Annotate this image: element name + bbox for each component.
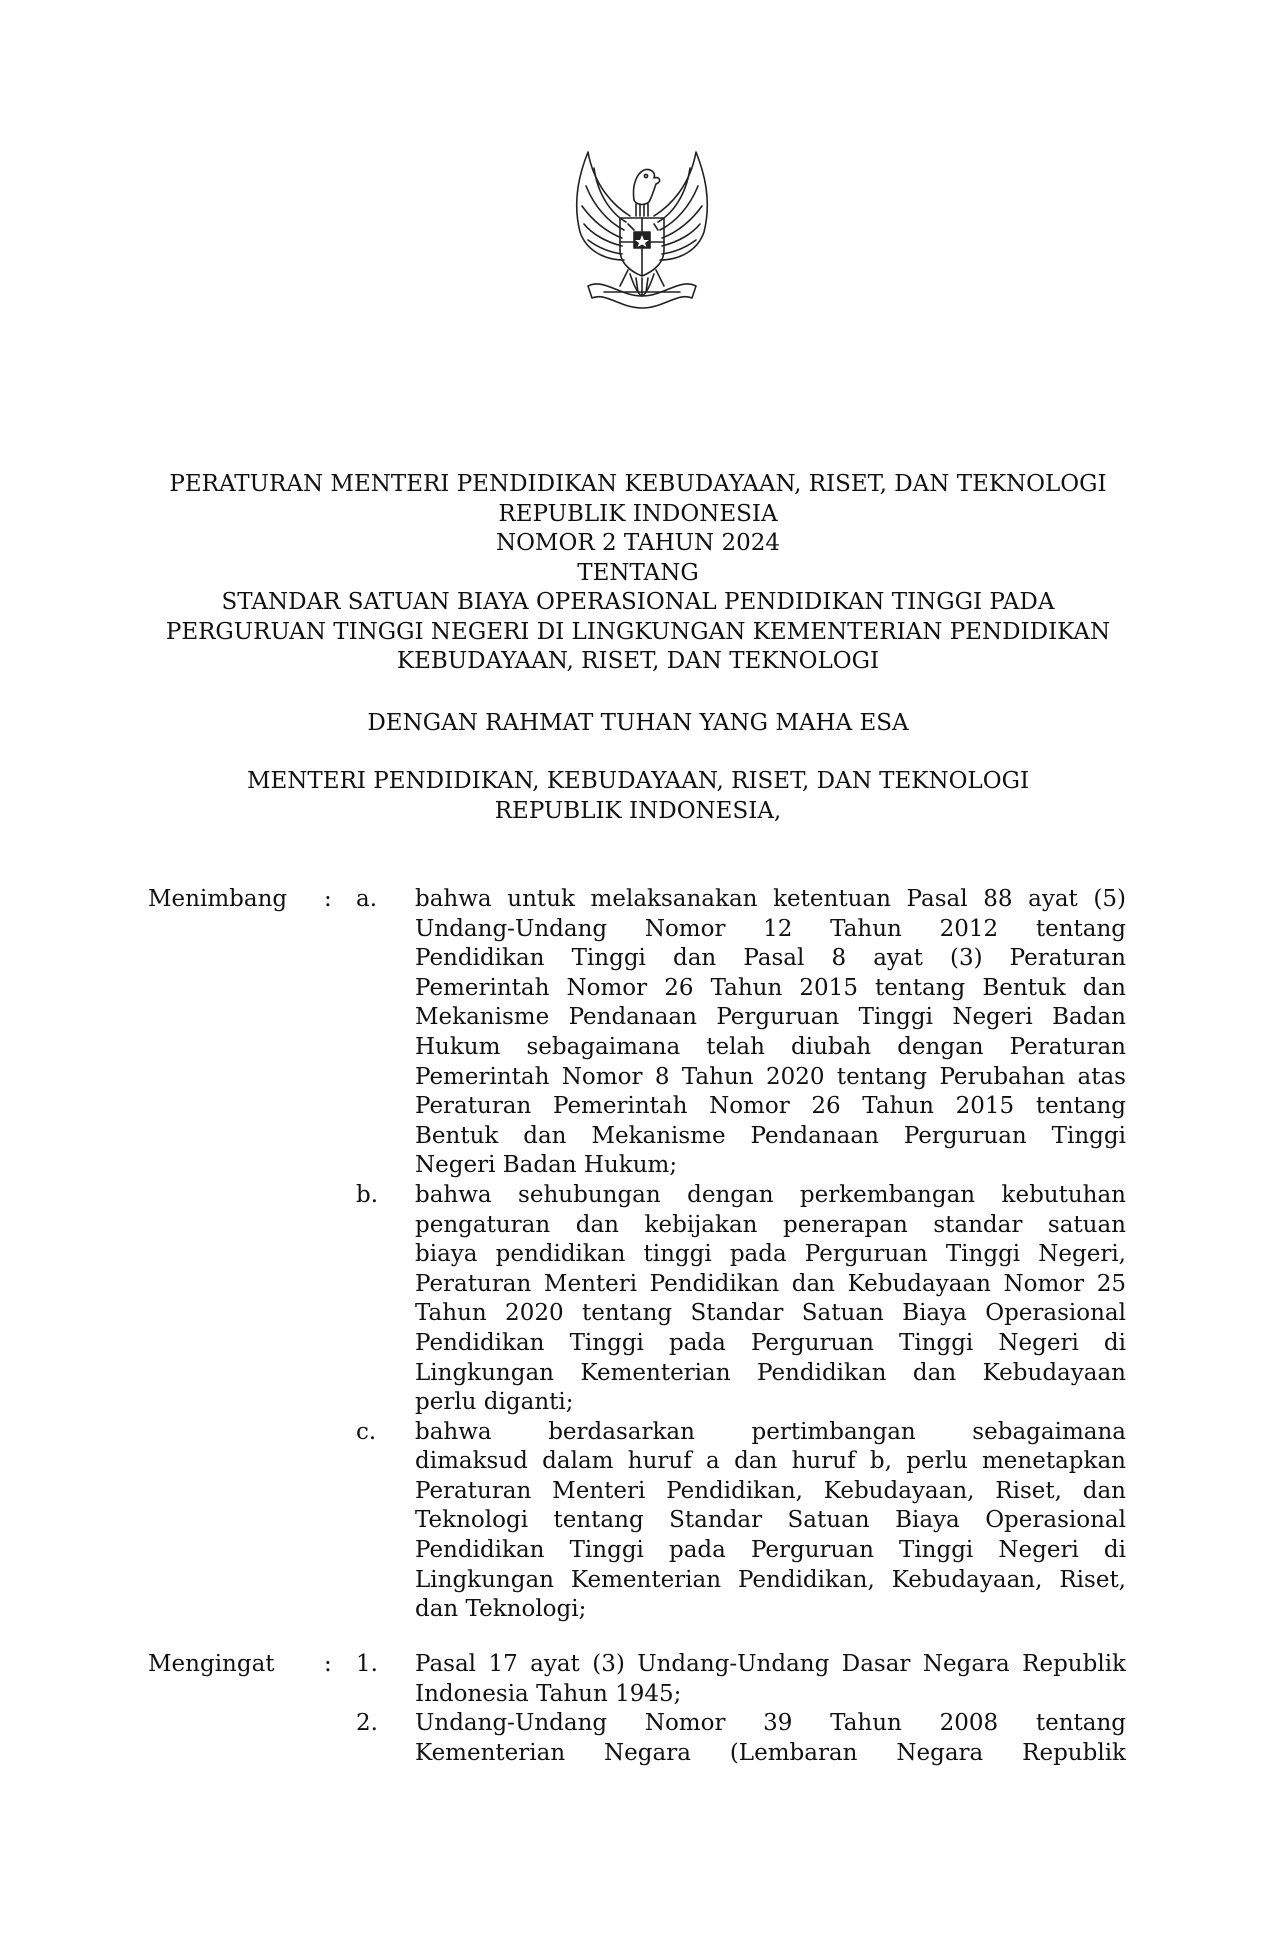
item-text [415, 1650, 1126, 1709]
text-line: Pasal 17 ayat (3) Undang-Undang Dasar Negara Republik [415, 1651, 1126, 1677]
text-line: Peraturan Pemerintah Nomor 26 Tahun 2015 tentang [415, 1093, 1126, 1120]
text-line: Undang-Undang Nomor 39 Tahun 2008 tentang [415, 1710, 1126, 1737]
item-text [415, 1181, 1126, 1418]
item-marker: b. [356, 1181, 379, 1208]
text-line: Pendidikan Tinggi pada Perguruan Tinggi Negeri di [415, 1537, 1126, 1564]
text-line: bahwa berdasarkan pertimbangan sebagaimana [415, 1418, 1126, 1445]
text-line: Pemerintah Nomor 26 Tahun 2015 tentang Bentuk dan [415, 974, 1126, 1001]
item-marker: c. [356, 1418, 377, 1445]
minister-heading [100, 767, 1176, 826]
title-line: KEBUDAYAAN, RISET, DAN TEKNOLOGI [396, 648, 880, 674]
legal-basis-item-2 [148, 1709, 1128, 1768]
regulation-title [100, 470, 1176, 677]
text-line: Kementerian Negara (Lembaran Negara Republik [415, 1739, 1126, 1766]
text-line: Peraturan Menteri Pendidikan dan Kebudayaan Nomor 25 [415, 1270, 1126, 1297]
section-label: Mengingat [148, 1651, 275, 1677]
item-marker: a. [356, 886, 378, 912]
title-line: STANDAR SATUAN BIAYA OPERASIONAL PENDIDIKAN TINGGI PADA [221, 589, 1055, 615]
text-line: Mekanisme Pendanaan Perguruan Tinggi Negeri Badan [415, 1004, 1126, 1031]
text-line: bahwa untuk melaksanakan ketentuan Pasal 88 ayat (5) [415, 886, 1126, 912]
title-line: REPUBLIK INDONESIA [498, 500, 778, 527]
text-line: Pemerintah Nomor 8 Tahun 2020 tentang Perubahan atas [415, 1063, 1126, 1090]
consideration-item-c [148, 1418, 1128, 1625]
item-marker: 2. [356, 1710, 378, 1737]
mengingat-section [148, 1650, 1128, 1768]
text-line: Undang-Undang Nomor 12 Tahun 2012 tentang [415, 915, 1126, 942]
minister-line: MENTERI PENDIDIKAN, KEBUDAYAAN, RISET, DAN TEKNOLOGI [246, 768, 1030, 794]
title-line: PERATURAN MENTERI PENDIDIKAN KEBUDAYAAN, RISET, DAN TEKNOLOGI [169, 471, 1107, 497]
item-text [415, 1709, 1126, 1768]
title-line: PERGURUAN TINGGI NEGERI DI LINGKUNGAN KEMENTERIAN PENDIDIKAN [165, 618, 1111, 645]
text-line: biaya pendidikan tinggi pada Perguruan Tinggi Negeri, [415, 1241, 1126, 1268]
section-colon: : [324, 886, 332, 912]
item-text [415, 885, 1126, 1181]
section-label: Menimbang [148, 886, 288, 912]
title-line: TENTANG [577, 559, 699, 586]
text-line: Hukum sebagaimana telah diubah dengan Peraturan [415, 1033, 1126, 1060]
text-line: Teknologi tentang Standar Satuan Biaya Operasional [415, 1507, 1126, 1534]
text-line: Pendidikan Tinggi pada Perguruan Tinggi Negeri di [415, 1329, 1126, 1356]
minister-line: REPUBLIK INDONESIA, [494, 797, 782, 824]
text-line: Pendidikan Tinggi dan Pasal 8 ayat (3) Peraturan [415, 945, 1126, 972]
text-line: Negeri Badan Hukum; [415, 1152, 678, 1179]
text-line: Tahun 2020 tentang Standar Satuan Biaya Operasional [415, 1300, 1126, 1327]
text-line: Lingkungan Kementerian Pendidikan dan Kebudayaan [415, 1359, 1126, 1386]
text-line: Lingkungan Kementerian Pendidikan, Kebudayaan, Riset, [415, 1566, 1126, 1593]
text-line: perlu diganti; [415, 1389, 574, 1416]
consideration-item-b [148, 1181, 1128, 1418]
blessing-line [100, 709, 1176, 739]
text-line: Peraturan Menteri Pendidikan, Kebudayaan, Riset, dan [415, 1477, 1126, 1504]
section-colon: : [324, 1651, 332, 1677]
menimbang-section [148, 885, 1128, 1625]
text-line: bahwa sehubungan dengan perkembangan kebutuhan [415, 1181, 1126, 1208]
item-marker: 1. [356, 1651, 378, 1677]
text-line: dimaksud dalam huruf a dan huruf b, perlu menetapkan [415, 1448, 1126, 1475]
item-text [415, 1418, 1126, 1625]
text-line: dan Teknologi; [415, 1596, 587, 1623]
blessing-text: DENGAN RAHMAT TUHAN YANG MAHA ESA [367, 710, 909, 736]
text-line: pengaturan dan kebijakan penerapan standar satuan [415, 1211, 1126, 1238]
consideration-item-a [148, 885, 1128, 1181]
text-line: Bentuk dan Mekanisme Pendanaan Perguruan Tinggi [415, 1122, 1126, 1149]
garuda-emblem-icon [554, 146, 730, 322]
legal-basis-item-1 [148, 1650, 1128, 1709]
text-line: Indonesia Tahun 1945; [415, 1680, 682, 1707]
title-line: NOMOR 2 TAHUN 2024 [495, 530, 781, 556]
